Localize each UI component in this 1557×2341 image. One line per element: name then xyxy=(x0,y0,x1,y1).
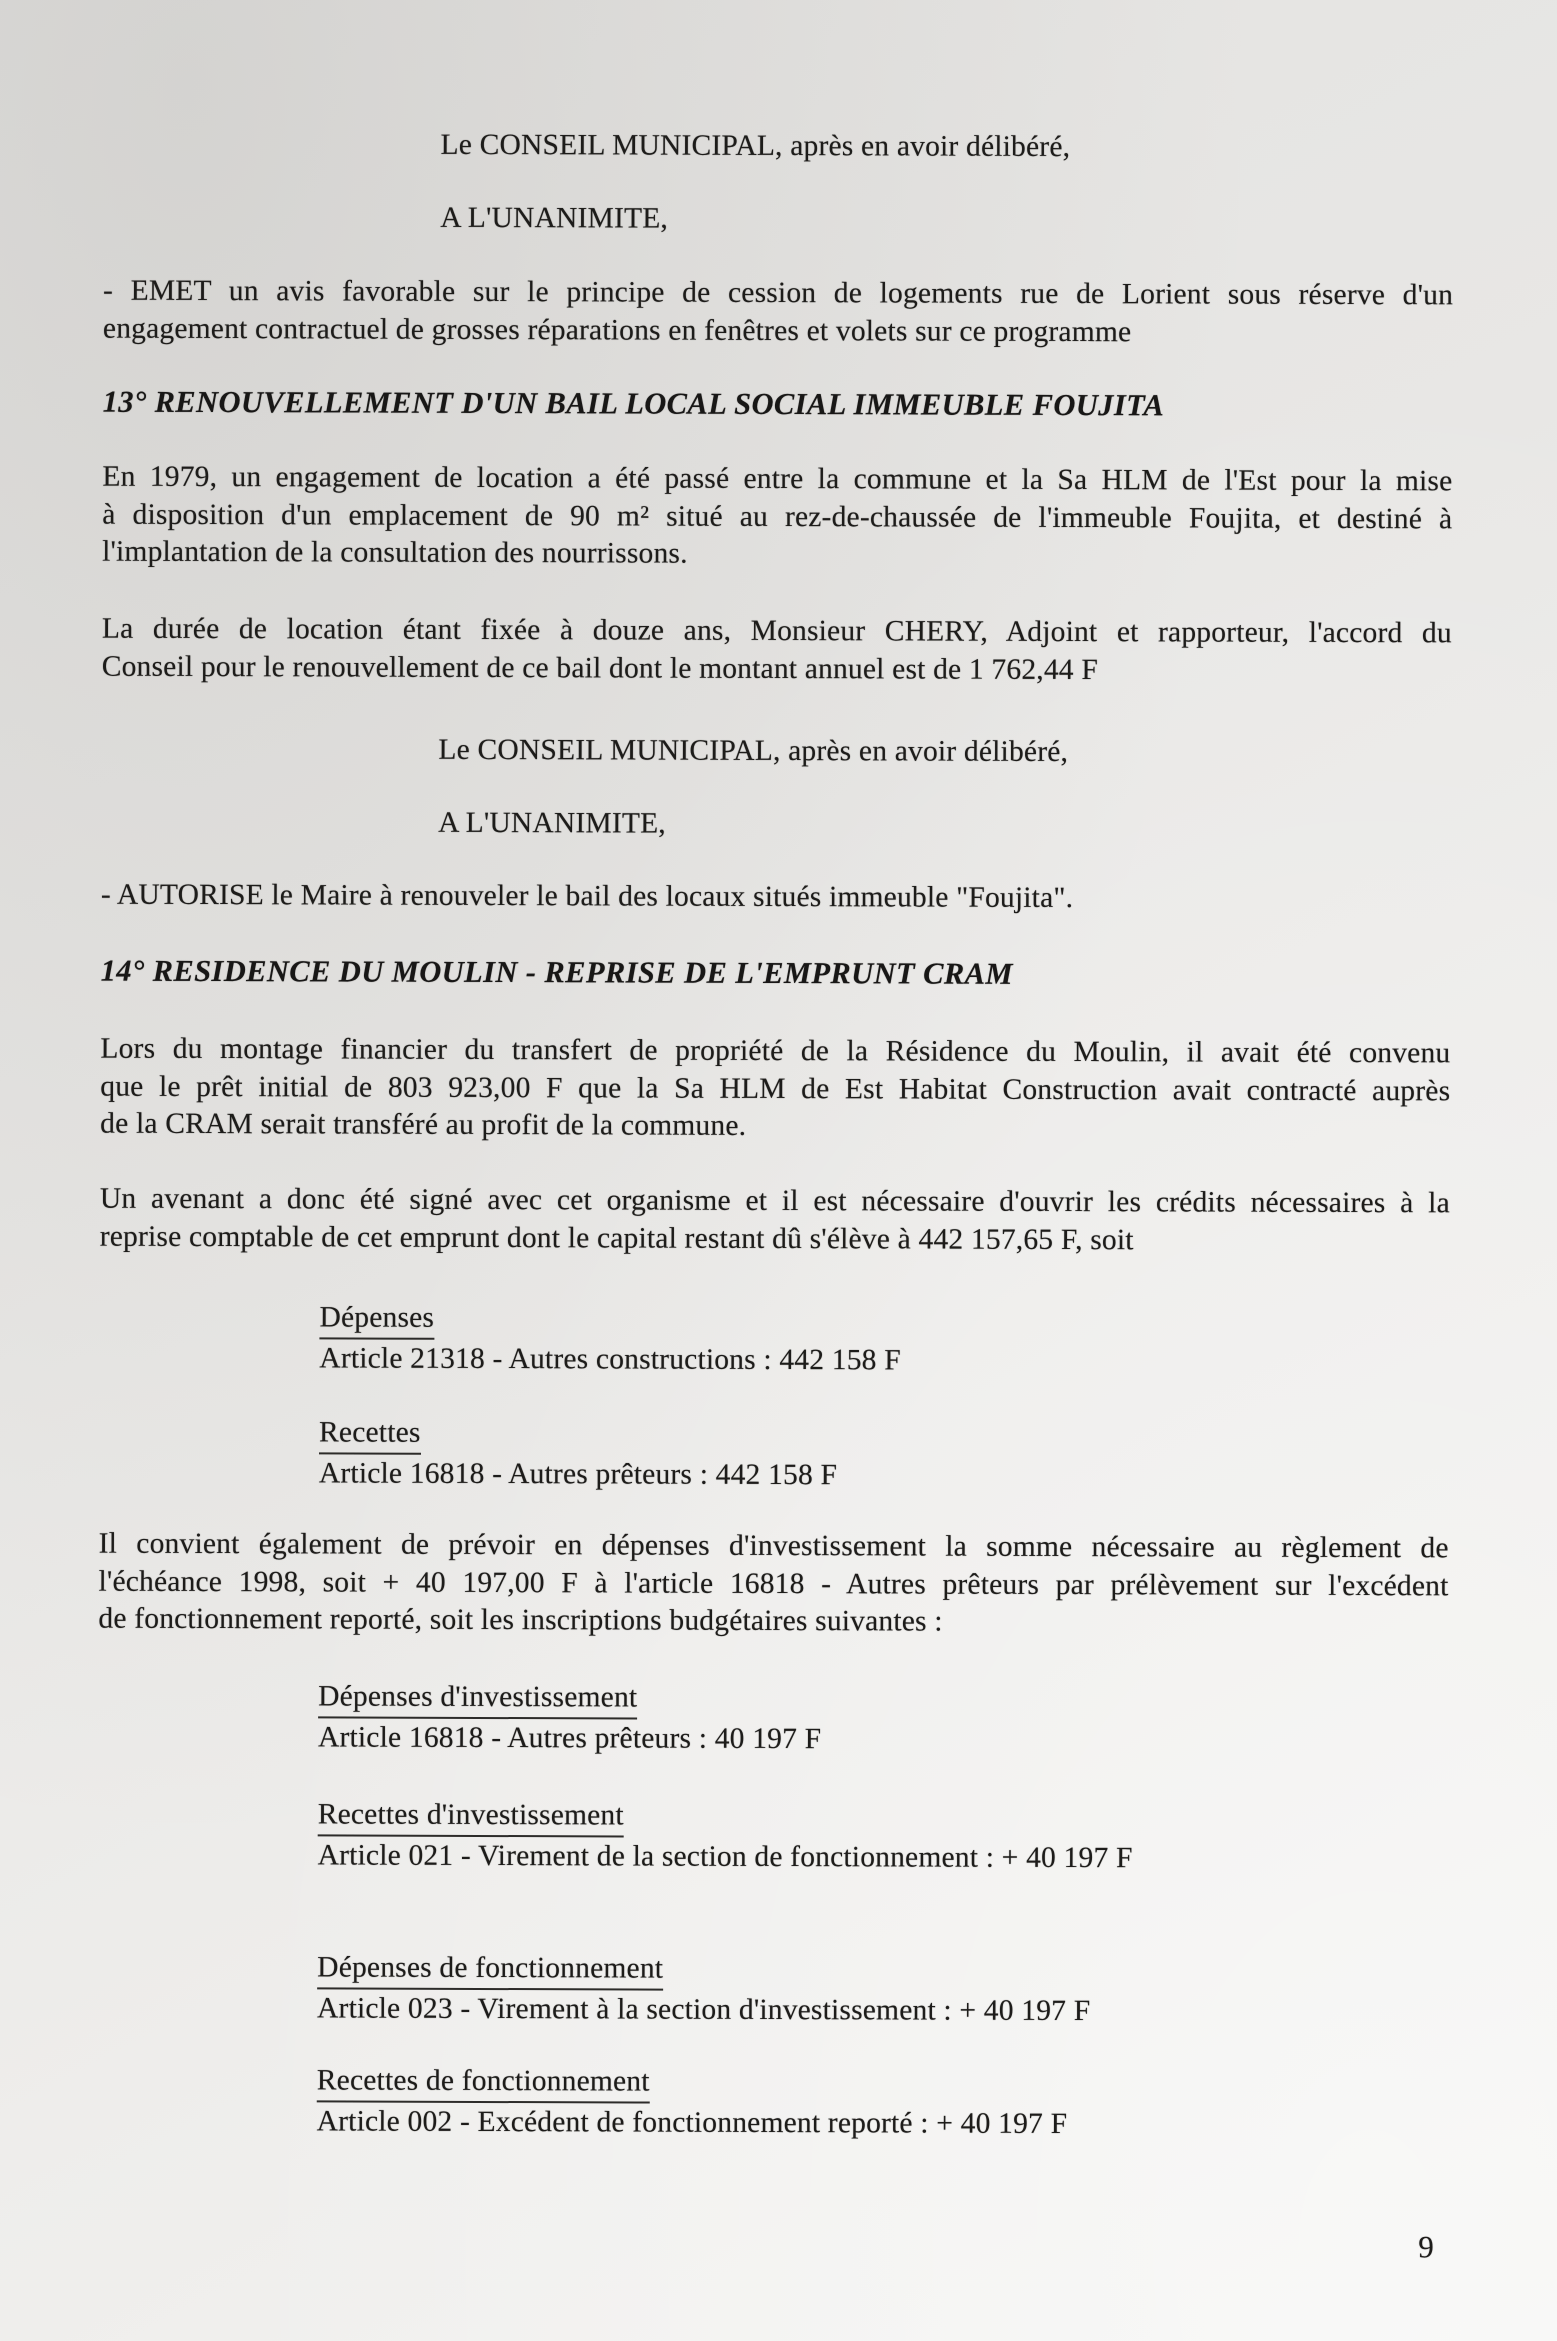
section-13-paragraph-2 xyxy=(102,611,1452,691)
ledger-depenses-cram xyxy=(319,1298,1419,1381)
ledger-label-text: Dépenses de fonctionnement xyxy=(317,1948,663,1990)
text-line: Lors du montage financier du transfert de propriété de la Résidence du Moulin, il avait été convenu xyxy=(100,1032,1451,1070)
text-line: La durée de location étant fixée à douze ans, Monsieur CHERY, Adjoint et rapporteur, l'accord du xyxy=(101,612,1452,650)
council-deliberation-line-2: Le CONSEIL MUNICIPAL, après en avoir délibéré, xyxy=(438,733,1069,769)
ledger-label-text: Recettes de fonctionnement xyxy=(317,2061,650,2103)
ledger-label-text: Dépenses d'investissement xyxy=(318,1677,637,1719)
unanimity-line-2: A L'UNANIMITE, xyxy=(438,806,666,840)
ledger-label-text: Recettes xyxy=(319,1413,421,1454)
ledger-entry: Article 023 - Virement à la section d'investissement : + 40 197 F xyxy=(317,1992,1091,2028)
section-14-paragraph-2 xyxy=(100,1181,1450,1261)
ledger-label xyxy=(317,2061,1417,2106)
ledger-label xyxy=(317,1948,1417,1993)
text-line: l'implantation de la consultation des nourrissons. xyxy=(102,535,688,570)
ledger-label xyxy=(318,1677,1418,1722)
council-deliberation-line-1: Le CONSEIL MUNICIPAL, après en avoir délibéré, xyxy=(440,128,1071,164)
ledger-recettes-cram xyxy=(319,1413,1419,1496)
text-line: Il convient également de prévoir en dépenses d'investissement la somme nécessaire au règlement de xyxy=(98,1527,1449,1565)
ledger-depenses-fonctionnement xyxy=(317,1948,1417,2031)
text-line: En 1979, un engagement de location a été passé entre la commune et la Sa HLM de l'Est pour la mise xyxy=(102,460,1453,498)
section-13-heading: 13° RENOUVELLEMENT D'UN BAIL LOCAL SOCIAL IMMEUBLE FOUJITA xyxy=(102,384,1165,423)
unanimity-line-1: A L'UNANIMITE, xyxy=(440,201,669,235)
ledger-entry: Article 002 - Excédent de fonctionnement reporté : + 40 197 F xyxy=(316,2105,1068,2141)
page-number: 9 xyxy=(1418,2229,1435,2265)
ledger-entry: Article 16818 - Autres prêteurs : 442 158 F xyxy=(318,1457,838,1492)
ledger-recettes-investissement xyxy=(318,1795,1418,1878)
text-line: l'échéance 1998, soit + 40 197,00 F à l'article 16818 - Autres prêteurs par prélèvement sur l'excédent xyxy=(98,1565,1449,1602)
text-line: à disposition d'un emplacement de 90 m² situé au rez-de-chaussée de l'immeuble Foujita, et destiné à xyxy=(102,498,1453,535)
ledger-recettes-fonctionnement xyxy=(317,2061,1417,2144)
text-line: que le prêt initial de 803 923,00 F que la Sa HLM de Est Habitat Construction avait contracté auprès xyxy=(100,1070,1451,1107)
section-14-heading: 14° RESIDENCE DU MOULIN - REPRISE DE L'EMPRUNT CRAM xyxy=(100,953,1013,991)
section-13-paragraph-1 xyxy=(102,459,1452,576)
text-line: Conseil pour le renouvellement de ce bail dont le montant annuel est de 1 762,44 F xyxy=(101,650,1099,686)
ledger-label xyxy=(319,1298,1419,1343)
text-line: de fonctionnement reporté, soit les inscriptions budgétaires suivantes : xyxy=(98,1602,943,1638)
text-line: Un avenant a donc été signé avec cet organisme et il est nécessaire d'ouvrir les crédits nécessaires à la xyxy=(99,1182,1450,1220)
ledger-label-text: Dépenses xyxy=(319,1298,434,1339)
budget-intro-paragraph xyxy=(98,1526,1448,1643)
autorise-resolution-line: - AUTORISE le Maire à renouveler le bail des locaux situés immeuble "Foujita". xyxy=(100,878,1074,915)
emet-resolution-paragraph xyxy=(103,273,1453,353)
ledger-entry: Article 21318 - Autres constructions : 442 158 F xyxy=(319,1342,901,1377)
ledger-label xyxy=(318,1795,1418,1840)
ledger-depenses-investissement xyxy=(318,1677,1418,1760)
text-line: - EMET un avis favorable sur le principe de cession de logements rue de Lorient sous réserve d'un xyxy=(103,274,1454,312)
text-line: engagement contractuel de grosses réparations en fenêtres et volets sur ce programme xyxy=(102,312,1132,348)
ledger-label xyxy=(319,1413,1419,1458)
section-14-paragraph-1 xyxy=(100,1031,1450,1148)
ledger-label-text: Recettes d'investissement xyxy=(318,1795,624,1837)
text-line: reprise comptable de cet emprunt dont le capital restant dû s'élève à 442 157,65 F, soit xyxy=(99,1220,1134,1256)
ledger-entry: Article 16818 - Autres prêteurs : 40 197 F xyxy=(317,1721,822,1756)
ledger-entry: Article 021 - Virement de la section de fonctionnement : + 40 197 F xyxy=(317,1839,1133,1875)
text-line: de la CRAM serait transféré au profit de la commune. xyxy=(100,1107,747,1142)
